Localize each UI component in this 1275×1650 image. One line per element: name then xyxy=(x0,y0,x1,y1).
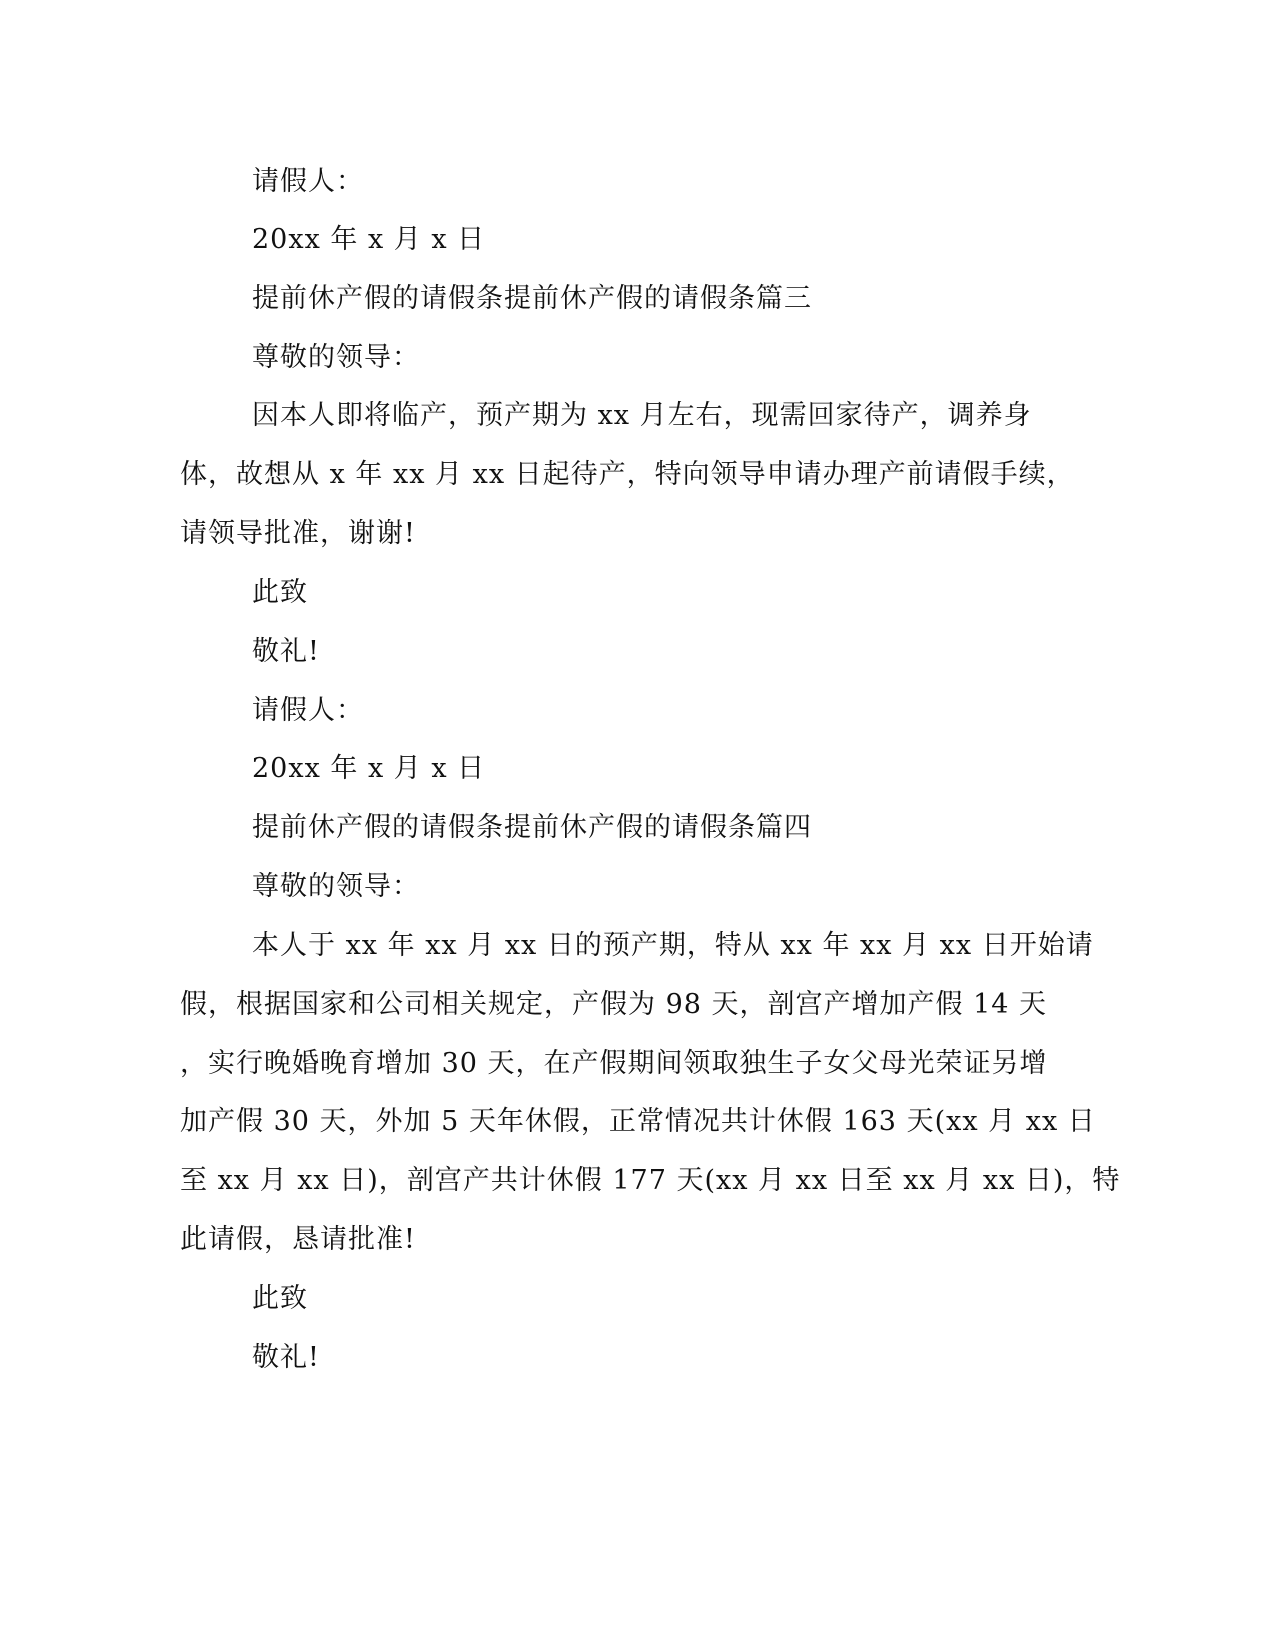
closing-line: 敬礼! xyxy=(252,636,320,667)
date-line: 20xx 年 x 月 x 日 xyxy=(252,224,486,255)
body-paragraph-line: ，实行晚婚晚育增加 30 天，在产假期间领取独生子女父母光荣证另增 xyxy=(180,1048,1048,1079)
body-paragraph-line: 此请假，恳请批准! xyxy=(180,1224,416,1255)
body-paragraph-line: 假，根据国家和公司相关规定，产假为 98 天，剖宫产增加产假 14 天 xyxy=(180,989,1048,1020)
body-paragraph-line: 因本人即将临产，预产期为 xx 月左右，现需回家待产，调养身 xyxy=(252,400,1032,431)
body-paragraph-line: 本人于 xx 年 xx 月 xx 日的预产期，特从 xx 年 xx 月 xx 日开始请 xyxy=(252,930,1094,961)
closing-line: 此致 xyxy=(252,1283,308,1314)
applicant-label: 请假人： xyxy=(252,166,364,197)
body-paragraph-line: 请领导批准，谢谢! xyxy=(180,518,416,549)
body-paragraph-line: 体，故想从 x 年 xx 月 xx 日起待产，特向领导申请办理产前请假手续， xyxy=(180,459,1075,490)
closing-line: 此致 xyxy=(252,577,308,608)
closing-line: 敬礼! xyxy=(252,1342,320,1373)
section-title: 提前休产假的请假条提前休产假的请假条篇四 xyxy=(252,812,812,843)
section-title: 提前休产假的请假条提前休产假的请假条篇三 xyxy=(252,283,812,314)
body-paragraph-line: 加产假 30 天，外加 5 天年休假，正常情况共计休假 163 天(xx 月 xx 日 xyxy=(180,1106,1096,1137)
body-paragraph-line: 至 xx 月 xx 日)，剖宫产共计休假 177 天(xx 月 xx 日至 xx 月 xx 日)，特 xyxy=(180,1165,1121,1196)
salutation: 尊敬的领导： xyxy=(252,871,420,902)
date-line: 20xx 年 x 月 x 日 xyxy=(252,753,486,784)
salutation: 尊敬的领导： xyxy=(252,342,420,373)
applicant-label: 请假人： xyxy=(252,695,364,726)
